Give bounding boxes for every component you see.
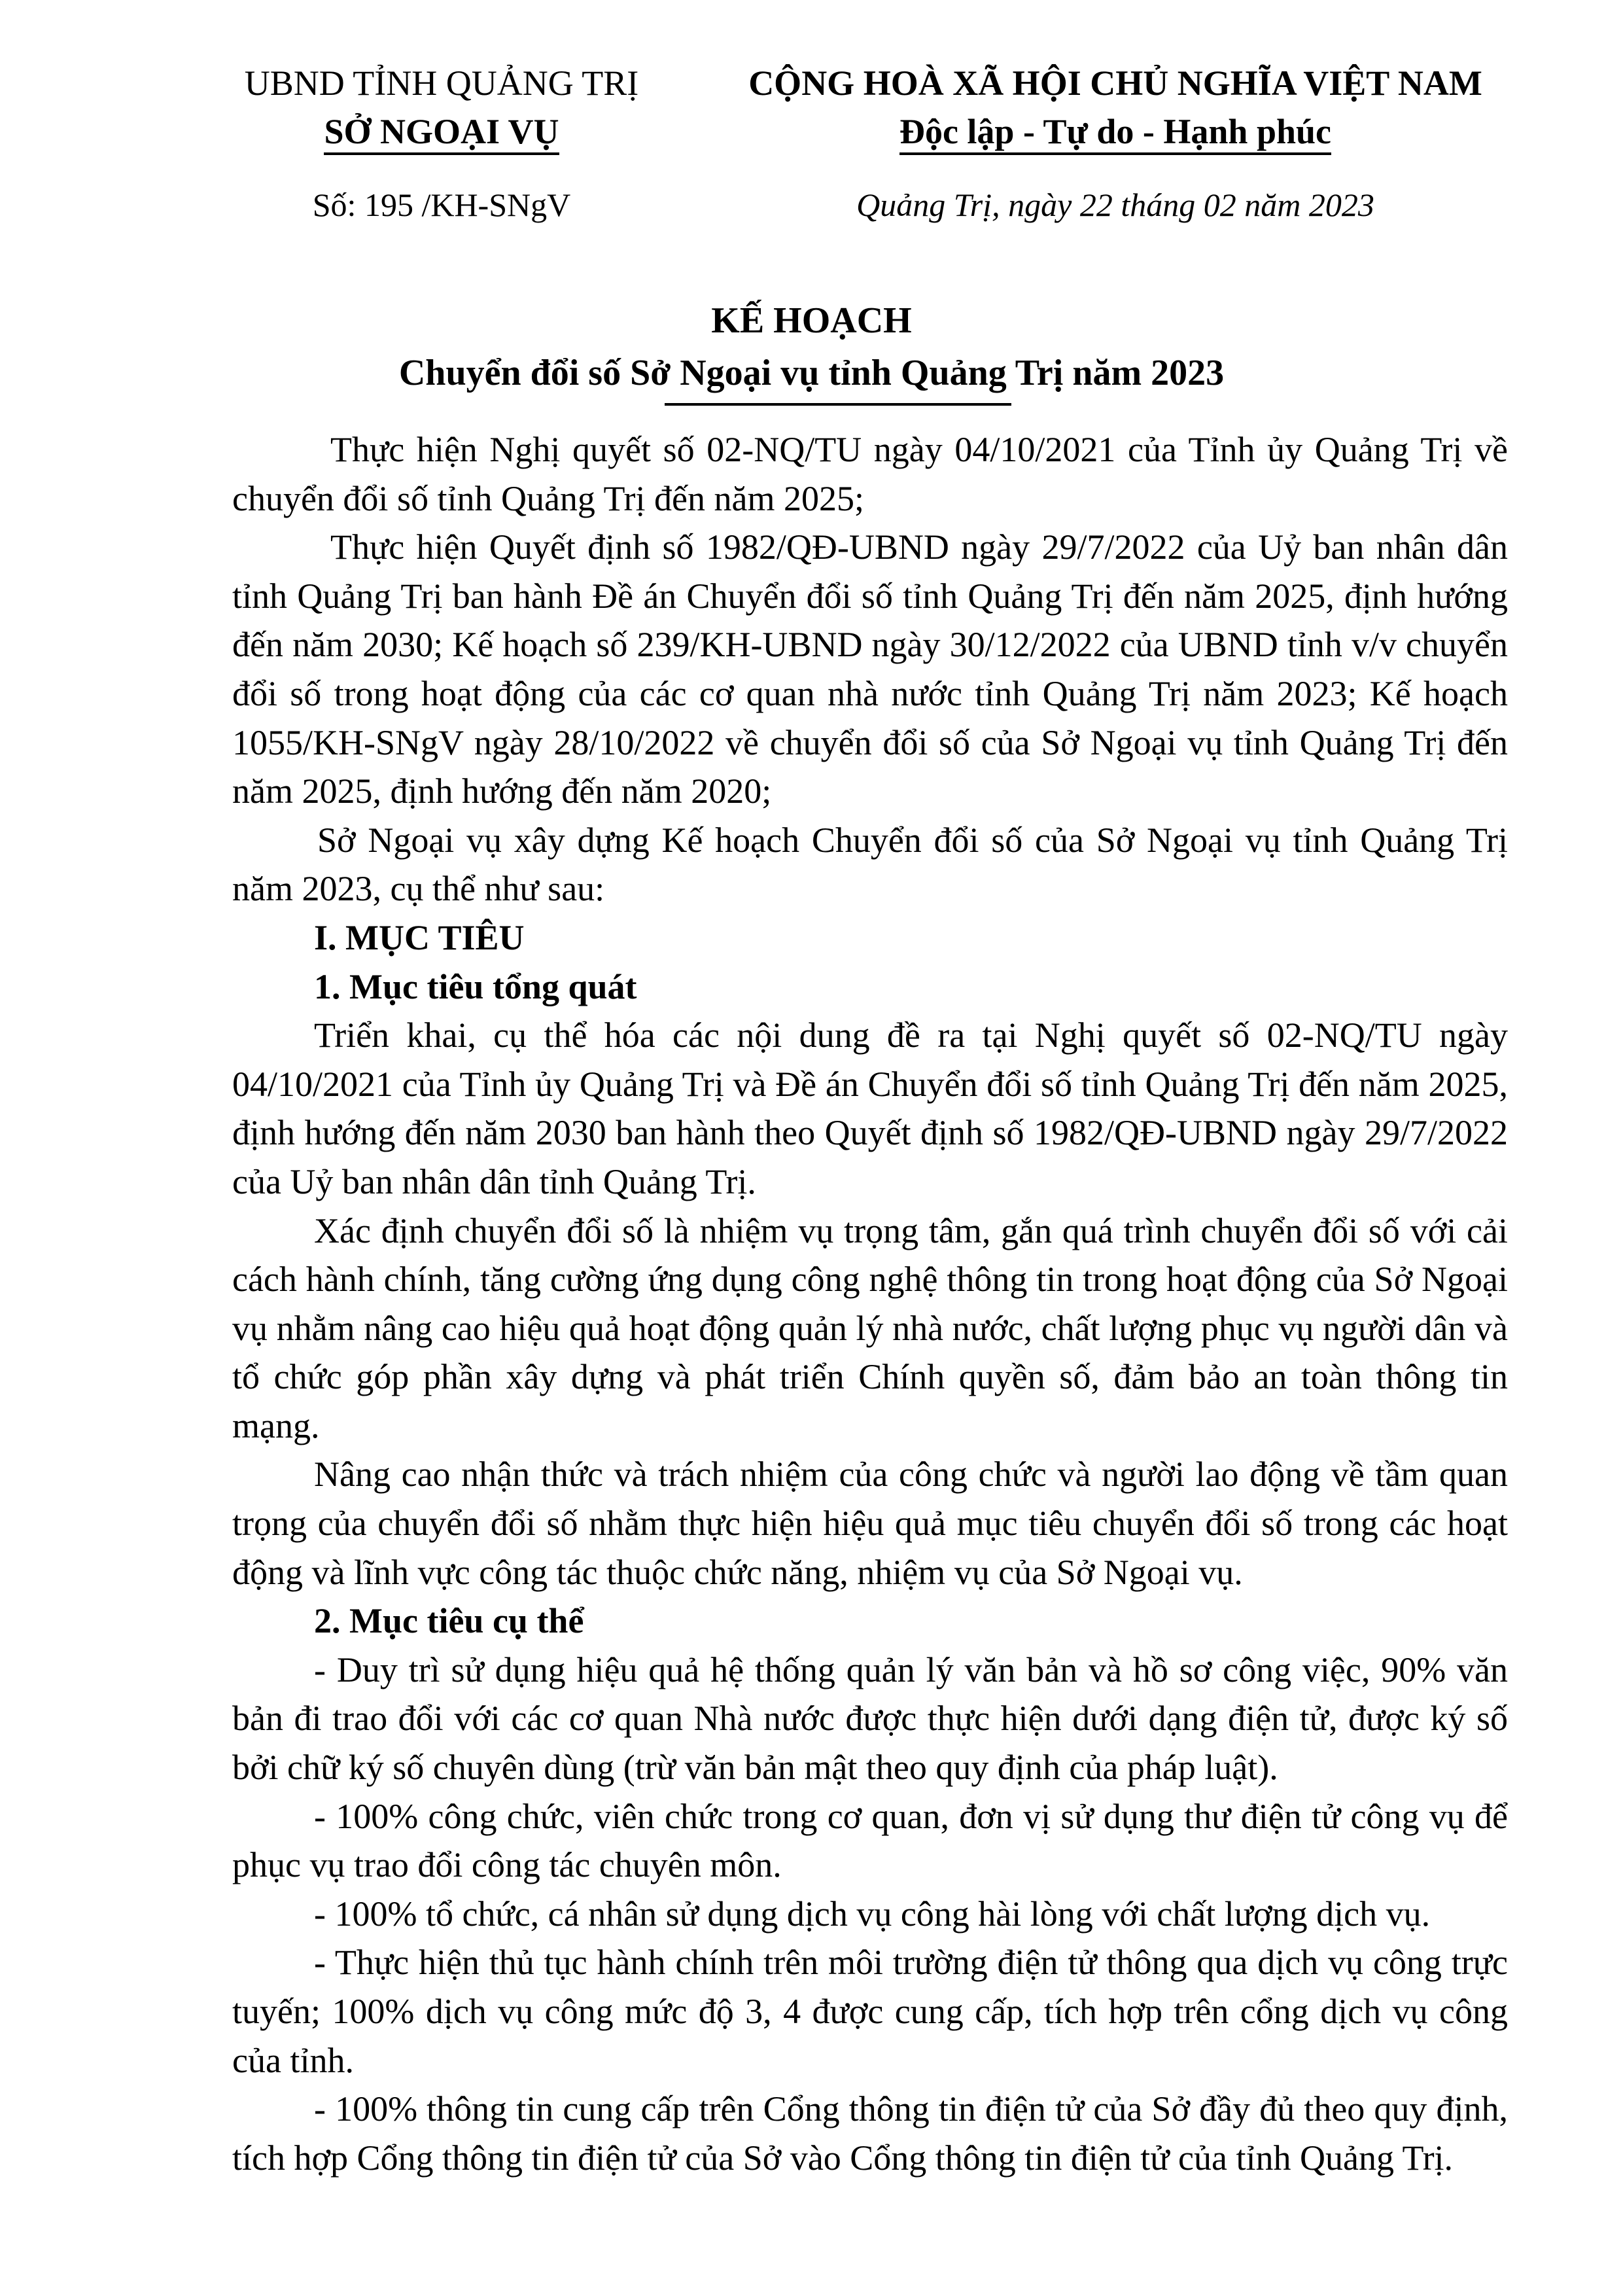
document-type-title: KẾ HOẠCH [711,300,912,341]
subheading-general-objective: 1. Mục tiêu tổng quát [314,966,637,1006]
issuer-block [216,59,667,228]
list-item-objective: - 100% tổ chức, cá nhân sử dụng dịch vụ công hài lòng với chất lượng dịch vụ. [314,1894,1431,1934]
paragraph-general-2: Xác định chuyển đổi số là nhiệm vụ trọng tâm, gắn quá trình chuyển đổi số với cải cách hành chính, tăng cường ứng dụng công nghệ thông tin trong hoạt động của Sở Ngoại vụ nhằm nâng cao hiệu quả hoạt động quản lý nhà nước, chất lượng phục vụ người dân và tổ chức góp phần xây dựng và phát triển Chính quyền số, đảm bảo an toàn thông tin mạng. [232,1210,1508,1445]
list-item-objective: - Thực hiện thủ tục hành chính trên môi trường điện tử thông qua dịch vụ công trực tuyến; 100% dịch vụ công mức độ 3, 4 được cung cấp, tích hợp trên cổng dịch vụ công của tỉnh. [232,1943,1508,2080]
national-title: CỘNG HOÀ XÃ HỘI CHỦ NGHĨA VIỆT NAM [748,63,1482,103]
subheading-specific-objectives: 2. Mục tiêu cụ thể [314,1601,584,1641]
document-subject: Chuyển đổi số Sở Ngoại vụ tỉnh Quảng Trị năm 2023 [398,353,1225,393]
title-block [0,294,1623,406]
title-underline [665,403,1011,406]
list-item-objective: - Duy trì sử dụng hiệu quả hệ thống quản lý văn bản và hồ sơ công việc, 90% văn bản đi trao đổi với các cơ quan Nhà nước được thực hiện dưới dạng điện tử, được ký số bởi chữ ký số chuyên dùng (trừ văn bản mật theo quy định của pháp luật). [232,1650,1508,1788]
issuer-parent-agency: UBND TỈNH QUẢNG TRỊ [244,63,639,103]
list-item-objective: - 100% công chức, viên chức trong cơ quan, đơn vị sử dụng thư điện tử công vụ để phục vụ trao đổi công tác chuyên môn. [232,1796,1508,1885]
document-header [0,59,1623,255]
paragraph-intro: Sở Ngoại vụ xây dựng Kế hoạch Chuyển đổi số của Sở Ngoại vụ tỉnh Quảng Trị năm 2023, cụ thể như sau: [232,820,1508,909]
paragraph-basis-1: Thực hiện Nghị quyết số 02-NQ/TU ngày 04/10/2021 của Tỉnh ủy Quảng Trị về chuyển đổi số tỉnh Quảng Trị đến năm 2025; [232,430,1508,518]
document-number: Số: 195 /KH-SNgV [312,186,571,223]
paragraph-general-1: Triển khai, cụ thể hóa các nội dung đề ra tại Nghị quyết số 02-NQ/TU ngày 04/10/2021 của Tỉnh ủy Quảng Trị và Đề án Chuyển đổi số tỉnh Quảng Trị đến năm 2025, định hướng đến năm 2030 ban hành theo Quyết định số 1982/QĐ-UBND ngày 29/7/2022 của Uỷ ban nhân dân tỉnh Quảng Trị. [232,1016,1508,1201]
issuer-agency: SỞ NGOẠI VỤ [216,107,667,156]
national-motto-block [693,59,1537,228]
national-motto: Độc lập - Tự do - Hạnh phúc [693,107,1537,156]
paragraph-general-3: Nâng cao nhận thức và trách nhiệm của công chức và người lao động về tầm quan trọng của chuyển đổi số nhằm thực hiện hiệu quả mục tiêu chuyển đổi số trong các hoạt động và lĩnh vực công tác thuộc chức năng, nhiệm vụ của Sở Ngoại vụ. [232,1455,1508,1592]
place-date: Quảng Trị, ngày 22 tháng 02 năm 2023 [856,186,1374,223]
paragraph-basis-2: Thực hiện Quyết định số 1982/QĐ-UBND ngày 29/7/2022 của Uỷ ban nhân dân tỉnh Quảng Trị ban hành Đề án Chuyển đổi số tỉnh Quảng Trị đến năm 2025, định hướng đến năm 2030; Kế hoạch số 239/KH-UBND ngày 30/12/2022 của UBND tỉnh v/v chuyển đổi số trong hoạt động của các cơ quan nhà nước tỉnh Quảng Trị năm 2023; Kế hoạch 1055/KH-SNgV ngày 28/10/2022 về chuyển đổi số của Sở Ngoại vụ tỉnh Quảng Trị đến năm 2025, định hướng đến năm 2020; [232,527,1508,811]
section-heading-objectives: I. MỤC TIÊU [314,917,525,957]
document-body [232,425,1508,2182]
list-item-objective: - 100% thông tin cung cấp trên Cổng thông tin điện tử của Sở đầy đủ theo quy định, tích hợp Cổng thông tin điện tử của Sở vào Cổng thông tin điện tử của tỉnh Quảng Trị. [232,2089,1508,2178]
